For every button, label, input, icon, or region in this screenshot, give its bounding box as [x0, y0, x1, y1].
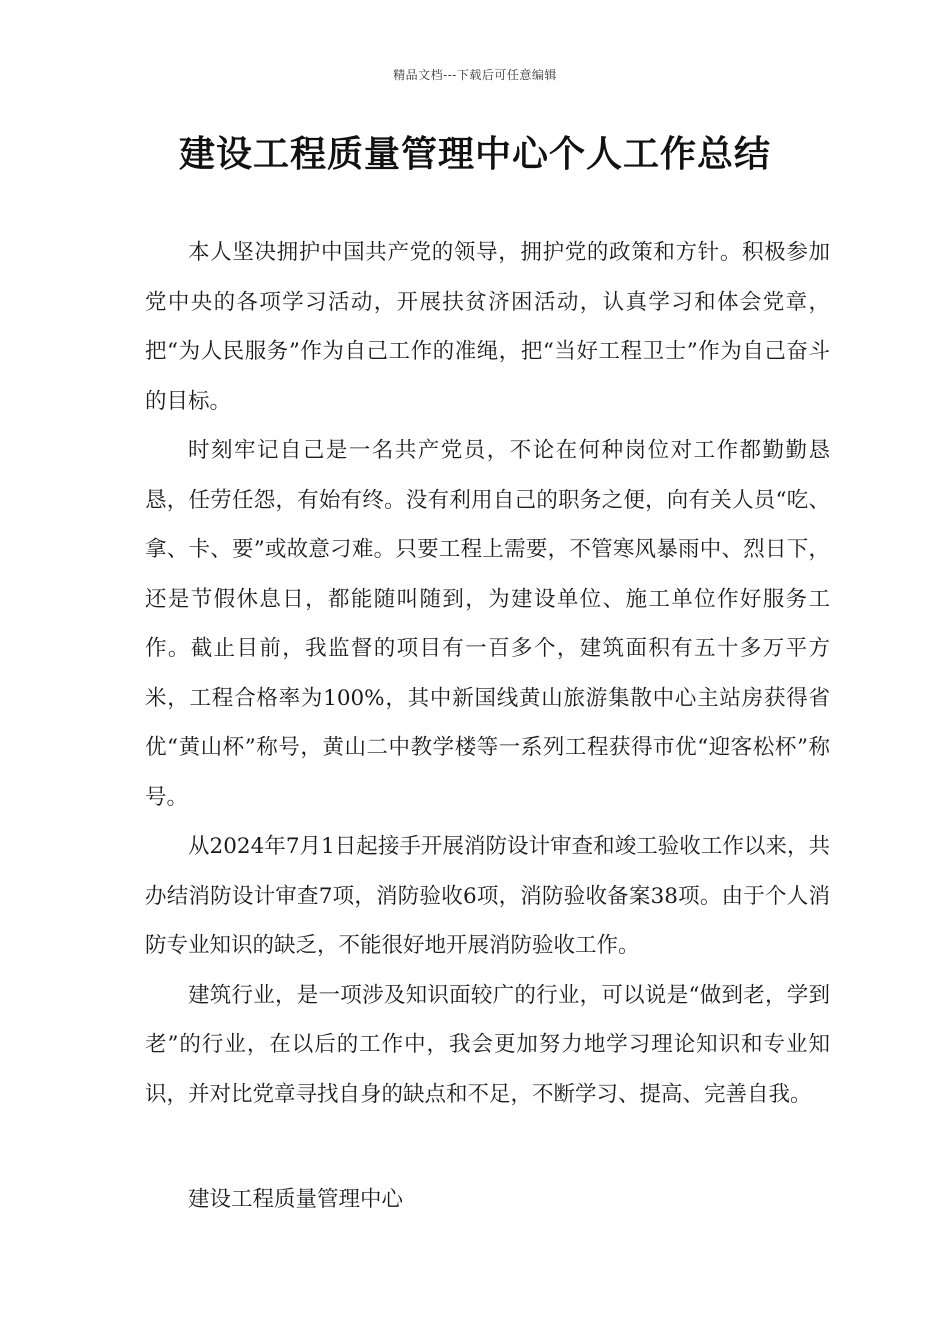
document-title: 建设工程质量管理中心个人工作总结	[178, 134, 771, 175]
document-body	[145, 228, 830, 1119]
paragraph: 本人坚决拥护中国共产党的领导，拥护党的政策和方针。积极参加党中央的各项学习活动，开展扶贫济困活动，认真学习和体会党章，把“为人民服务”作为自己工作的准绳，把“当好工程卫士”作为自己奋斗的目标。	[145, 240, 830, 414]
paragraph: 时刻牢记自己是一名共产党员，不论在何种岗位对工作都勤勤恳恳，任劳任怨，有始有终。没有利用自己的职务之便，向有关人员“吃、拿、卡、要”或故意刁难。只要工程上需要，不管寒风暴雨中、烈日下，还是节假休息日，都能随叫随到，为建设单位、施工单位作好服务工作。截止目前，我监督的项目有一百多个，建筑面积有五十多万平方米，工程合格率为100%，其中新国线黄山旅游集散中心主站房获得省优“黄山杯”称号，黄山二中教学楼等一系列工程获得市优“迎客松杯”称号。	[145, 438, 830, 810]
paragraph: 建筑行业，是一项涉及知识面较广的行业，可以说是“做到老，学到老”的行业，在以后的工作中，我会更加努力地学习理论知识和专业知识，并对比党章寻找自身的缺点和不足，不断学习、提高、完善自我。	[145, 982, 830, 1107]
paragraph: 从2024年7月1日起接手开展消防设计审查和竣工验收工作以来，共办结消防设计审查7项，消防验收6项，消防验收备案38项。由于个人消防专业知识的缺乏，不能很好地开展消防验收工作。	[145, 834, 830, 958]
header-note: 精品文档---下载后可任意编辑	[393, 68, 557, 82]
signature-organization: 建设工程质量管理中心	[188, 1187, 404, 1212]
